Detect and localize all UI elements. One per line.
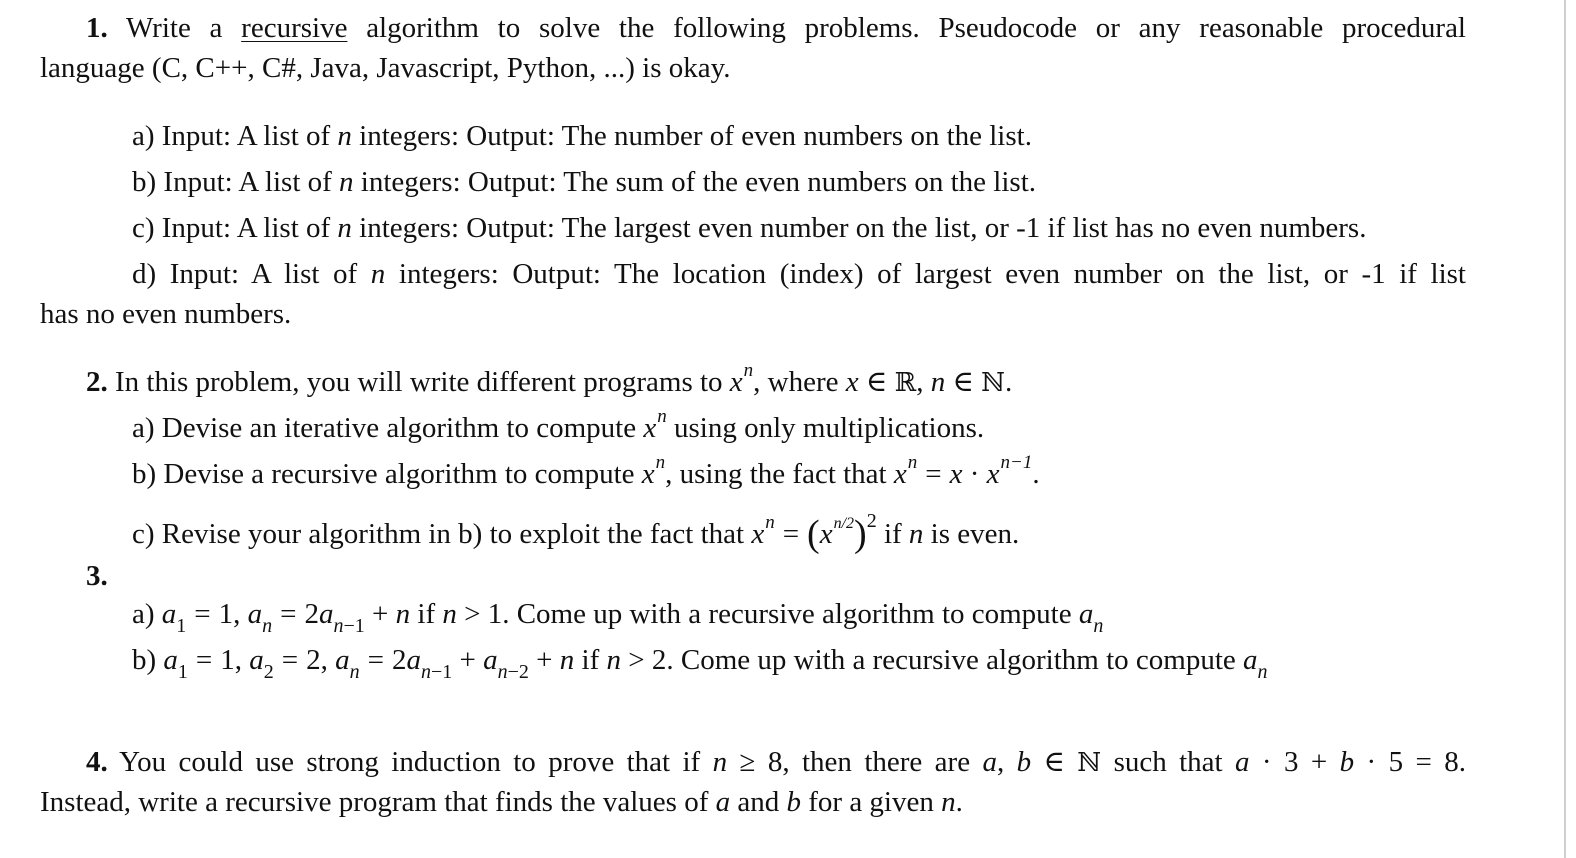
problem-2-intro: 2. In this problem, you will write different programs to $x^n$, where x ∈ ℝ, n ∈ ℕ. <box>86 360 1013 398</box>
problem-2b: b) Devise a recursive algorithm to compute $x^n$, using the fact that $x^n = x \cdot x^{n-1}$. <box>132 452 1040 490</box>
problem-2-number: 2. <box>86 366 108 398</box>
problem-1a: a) Input: A list of n integers: Output: The number of even numbers on the list. <box>132 120 1032 152</box>
problem-3a: a) $a_1 = 1$, $a_n = 2a_{n-1} + n$ if n > 1. Come up with a recursive algorithm to compute $a_n$ <box>132 598 1104 637</box>
problem-4-line-1: 4. You could use strong induction to prove that if n ≥ 8, then there are a, b ∈ ℕ such that a · 3 + b · 5 = 8. <box>86 746 1466 778</box>
problem-1-line-2: language (C, C++, C#, Java, Javascript, Python, ...) is okay. <box>40 52 731 84</box>
problem-1-number: 1. <box>86 12 108 44</box>
problem-2a: a) Devise an iterative algorithm to compute $x^n$ using only multiplications. <box>132 406 985 444</box>
recursive-underlined: recursive <box>241 12 348 44</box>
problem-4-line-2: Instead, write a recursive program that finds the values of a and b for a given n. <box>40 786 963 818</box>
problem-1c: c) Input: A list of n integers: Output: The largest even number on the list, or -1 if list has no even numbers. <box>132 212 1367 244</box>
problem-3b: b) $a_1 = 1$, $a_2 = 2$, $a_n = 2a_{n-1} + a_{n-2} + n$ if n > 2. Come up with a recursive algorithm to compute $a_n$ <box>132 644 1268 683</box>
problem-1d: d) Input: A list of n integers: Output: The location (index) of largest even number on the list, or -1 if list <box>132 258 1466 290</box>
problem-1d-continuation: has no even numbers. <box>40 298 292 330</box>
problem-4-number: 4. <box>86 746 108 778</box>
problem-3-number: 3. <box>86 560 108 592</box>
problem-1b: b) Input: A list of n integers: Output: The sum of the even numbers on the list. <box>132 166 1037 198</box>
right-border <box>1564 0 1566 858</box>
problem-1-line-1: 1. Write a recursive algorithm to solve the following problems. Pseudocode or any reasonable procedural <box>86 12 1466 44</box>
problem-2c: c) Revise your algorithm in b) to exploit the fact that $x^n = (x^{n/2})^2$ if n is even. <box>132 510 1020 555</box>
